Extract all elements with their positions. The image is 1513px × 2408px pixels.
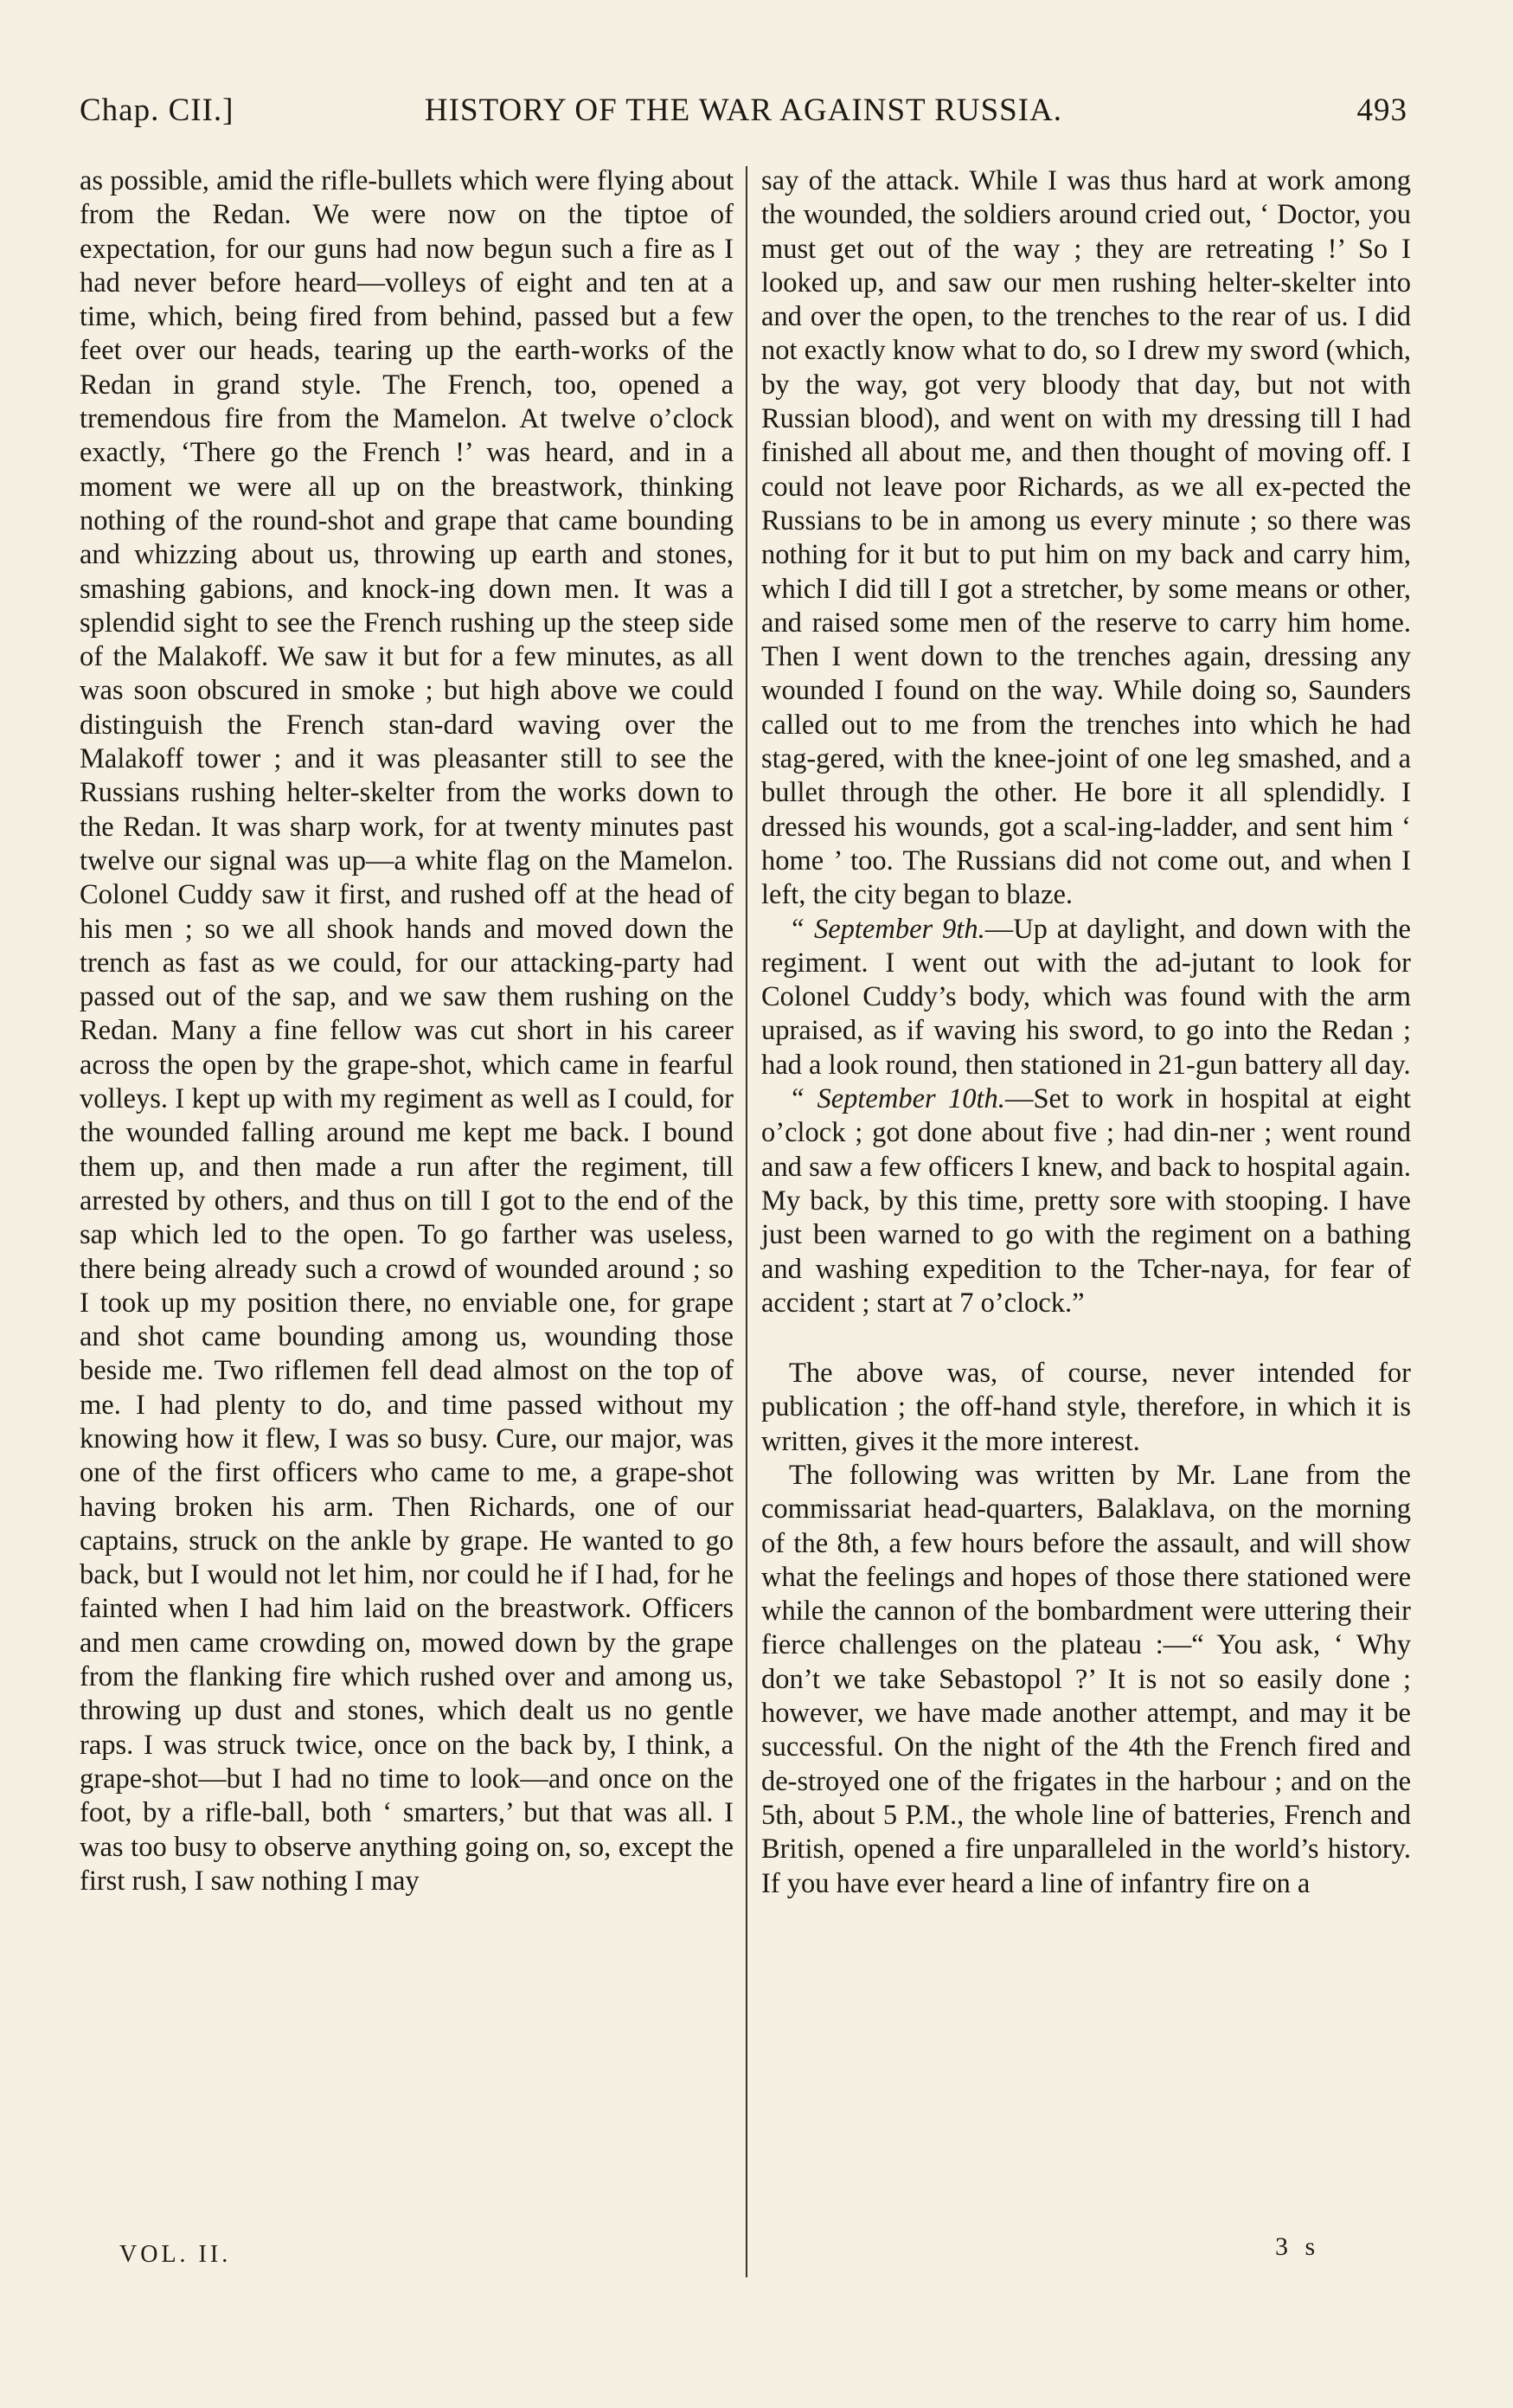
volume-label: VOL. II.	[119, 2241, 232, 2268]
paragraph	[761, 1082, 1411, 1320]
paragraph: The above was, of course, never intended for publication ; the off-hand style, therefore, in which it is written, gives it the more interest.	[761, 1358, 1411, 1457]
diary-date: “ September 10th.	[789, 1083, 1005, 1115]
paragraph: as possible, amid the rifle-bullets which were flying about from the Redan. We were now on the tiptoe of expectation, for our guns had now begun such a fire as I had never before heard—volleys of eight and ten at a time, which, being fired from behind, passed but a few feet over our heads, tearing up the earth-works of the Redan in grand style. The French, too, opened a tremendous fire from the Mamelon. At twelve o’clock exactly, ‘There go the French !’ was heard, and in a moment we were all up on the breastwork, thinking nothing of the round-shot and grape that came bounding and whizzing about us, throwing up earth and stones, smashing gabions, and knock-ing down men. It was a splendid sight to see the French rushing up the steep side of the Malakoff. We saw it but for a few minutes, as all was soon obscured in smoke ; but high above we could distinguish the French stan-dard waving over the Malakoff tower ; and it was pleasanter still to see the Russians rushing helter-skelter from the works down to the Redan. It was sharp work, for at twenty minutes past twelve our signal was up—a white flag on the Mamelon. Colonel Cuddy saw it first, and rushed off at the head of his men ; so we all shook hands and moved down the trench as fast as we could, for our attacking-party had passed out of the sap, and we saw them rushing on the Redan. Many a fine fellow was cut short in his career across the open by the grape-shot, which came in fearful volleys. I kept up with my regiment as well as I could, for the wounded falling around me kept me back. I bound them up, and then made a run after the regiment, till arrested by others, and thus on till I got to the end of the sap which led to the open. To go farther was useless, there being already such a crowd of wounded around ; so I took up my position there, no enviable one, for grape and shot came bounding among us, wounding those beside me. Two riflemen fell dead almost on the top of me. I had plenty to do, and time passed without my knowing how it flew, I was so busy. Cure, our major, was one of the first officers who came to me, a grape-shot having broken his arm. Then Richards, one of our captains, struck on the ankle by grape. He wanted to go back, but I would not let him, nor could he if I had, for he fainted when I had him laid on the breastwork. Officers and men came crowding on, mowed down by the grape from the flanking fire which rushed over and among us, throwing up dust and stones, which dealt us no gentle raps. I was struck twice, once on the back by, I think, a grape-shot—but I had no time to look—and once on the foot, by a rifle-ball, both ‘ smarters,’ but that was all. I was too busy to observe anything going on, so, except the first rush, I saw nothing I may	[80, 165, 734, 1897]
diary-date: “ September 9th.	[789, 913, 985, 945]
diary-entry: —Set to work in hospital at eight o’clock ; got done about five ; had din-ner ; went round and saw a few officers I knew, and back to hospital again. My back, by this time, pretty sore with stooping. I have just been warned to go with the regiment on a bathing and washing expedition to the Tcher-naya, for fear of accident ; start at 7 o’clock.”	[761, 1083, 1412, 1319]
page-number: 493	[1356, 93, 1407, 128]
column-divider	[746, 166, 747, 2277]
left-column	[80, 164, 734, 1898]
diary-entry: —Up at daylight, and down with the regiment. I went out with the ad-jutant to look for Colonel Cuddy’s body, which was found with the arm upraised, as if waving his sword, to go into the Redan ; had a look round, then stationed in 21-gun battery all day.	[761, 913, 1411, 1081]
paragraph	[761, 913, 1411, 1082]
right-column	[761, 164, 1411, 1901]
signature-mark: 3 s	[1275, 2232, 1321, 2261]
paragraph: say of the attack. While I was thus hard at work among the wounded, the soldiers around cried out, ‘ Doctor, you must get out of the way ; they are retreating !’ So I looked up, and saw our men rushing helter-skelter into and over the open, to the trenches to the rear of us. I did not exactly know what to do, so I drew my sword (which, by the way, got very bloody that day, but not with Russian blood), and went on with my dressing till I had finished all about me, and then thought of moving off. I could not leave poor Richards, as we all ex-pected the Russians to be in among us every minute ; so there was nothing for it but to put him on my back and carry him, which I did till I got a stretcher, by some means or other, and raised some men of the reserve to carry him home. Then I went down to the trenches again, dressing any wounded I found on the way. While doing so, Saunders called out to me from the trenches into which he had stag-gered, with the knee-joint of one leg smashed, and a bullet through the other. He bore it all splendidly. I dressed his wounds, got a scal-ing-ladder, and sent him ‘ home ’ too. The Russians did not come out, and when I left, the city began to blaze.	[761, 165, 1411, 911]
paragraph: The following was written by Mr. Lane from the commissariat head-quarters, Balaklava, on the morning of the 8th, a few hours before the assault, and will show what the feelings and hopes of those there stationed were while the cannon of the bombardment were uttering their fierce challenges on the plateau :—“ You ask, ‘ Why don’t we take Sebastopol ?’ It is not so easily done ; however, we have made another attempt, and may it be successful. On the night of the 4th the French fired and de-stroyed one of the frigates in the harbour ; and on the 5th, about 5 P.M., the whole line of batteries, French and British, opened a fire unparalleled in the world’s history. If you have ever heard a line of infantry fire on a	[761, 1459, 1411, 1899]
running-title: HISTORY OF THE WAR AGAINST RUSSIA.	[424, 93, 1063, 128]
running-header	[80, 92, 1407, 138]
chapter-label: Chap. CII.]	[80, 93, 234, 128]
